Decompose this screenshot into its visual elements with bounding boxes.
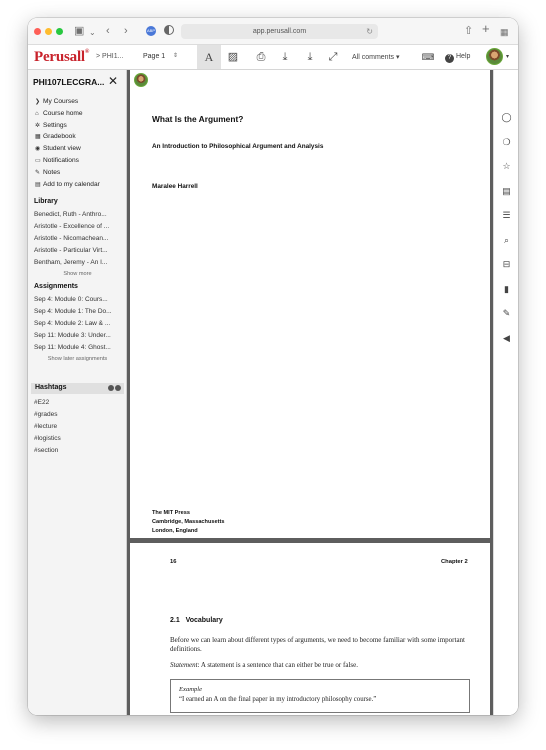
browser-titlebar [28,18,518,45]
browser-window [28,18,518,715]
nav-settings[interactable]: ✲ Settings [35,122,67,129]
download-icon[interactable]: ⤓ [282,51,288,63]
definition: Statement: A statement is a sentence that can either be true or false. [170,661,358,669]
nav-student-view[interactable]: ◉ Student view [35,145,81,152]
help-icon[interactable] [108,385,114,391]
document-page[interactable] [130,70,490,538]
close-icon[interactable]: ✕ [108,74,119,88]
publisher-line: Cambridge, Massachusetts [152,519,225,525]
assignment-item[interactable]: Sep 4: Module 0: Cours... [34,296,108,303]
library-show-more[interactable]: Show more [63,271,92,277]
search-icon[interactable]: ⌕ [503,235,510,245]
chevron-right-icon: ❯ [35,99,41,105]
print-icon[interactable]: ⎙ [256,51,266,63]
home-icon: ⌂ [35,111,39,117]
user-avatar[interactable] [486,48,503,65]
document-subtitle: An Introduction to Philosophical Argument and Analysis [152,143,324,150]
library-item[interactable]: Aristotle - Nicomachean... [34,235,109,242]
star-icon[interactable]: ☆ [502,161,511,171]
document-icon[interactable]: ▤ [502,186,511,196]
publisher-line: London, England [152,528,198,534]
library-item[interactable]: Bentham, Jeremy - An I... [34,259,108,266]
document-viewer[interactable] [127,70,493,715]
inbox-icon: ▭ [35,158,41,164]
nav-my-courses[interactable]: ❯ My Courses [35,98,79,105]
assignment-item[interactable]: Sep 4: Module 2: Law & ... [34,320,111,327]
inbox-icon[interactable]: ⊟ [502,259,511,269]
hashtags-header [31,383,124,394]
library-item[interactable]: Aristotle - Particular Virt... [34,247,108,254]
document-page[interactable] [130,543,490,715]
library-item[interactable]: Benedict, Ruth - Anthro... [34,211,107,218]
download-comments-icon[interactable]: ⤓ [307,51,313,63]
paragraph: Before we can learn about different types of arguments, we need to become familiar with some important definitions. [170,636,466,653]
section-heading: 2.1 Vocabulary [170,617,223,624]
page-number: 16 [170,559,177,565]
chevron-down-icon[interactable]: ▾ [506,54,510,60]
assignments-show-later[interactable]: Show later assignments [47,356,108,362]
example-text: “I earned an A on the final paper in my introductory philosophy course.” [179,696,377,703]
minimize-window-button[interactable] [45,28,52,35]
example-box [170,679,470,713]
right-toolbar [493,70,518,715]
presence-avatar[interactable] [134,73,148,87]
hashtag-item[interactable]: #logistics [34,435,61,442]
nav-notes[interactable]: ✎ Notes [35,169,61,176]
perusall-logo[interactable]: Perusall® [34,49,90,65]
list-icon[interactable]: ☰ [502,210,511,220]
chevron-down-icon[interactable]: ⌄ [89,28,96,37]
course-sidebar [28,70,127,715]
assignment-item[interactable]: Sep 11: Module 4: Ghost... [34,344,111,351]
hashtags-heading: Hashtags [35,384,67,391]
back-icon[interactable]: ‹ [106,25,110,37]
bookmark-icon[interactable]: ▮ [504,284,509,294]
page-selector[interactable]: Page 1 ⇕ [143,53,179,60]
hashtag-item[interactable]: #grades [34,411,58,418]
nav-notifications[interactable]: ▭ Notifications [35,157,79,164]
gear-icon: ✲ [35,123,41,129]
example-label: Example [179,686,203,693]
stepper-icon: ⇕ [173,53,179,59]
assignment-item[interactable]: Sep 4: Module 1: The Do... [34,308,112,315]
document-author: Maralee Harrell [152,183,198,190]
chapter-header: Chapter 2 [441,559,468,565]
document-title: What Is the Argument? [152,114,244,124]
eye-icon: ◉ [35,146,41,152]
all-comments-dropdown[interactable]: All comments ▾ [352,54,400,61]
reload-icon[interactable]: ↻ [366,27,373,36]
assignment-item[interactable]: Sep 11: Module 3: Under... [34,332,111,339]
sidebar-toggle-icon[interactable]: ▣ [74,25,85,37]
add-hashtag-icon[interactable] [115,385,121,391]
new-tab-icon[interactable]: + [482,21,490,36]
hashtag-item[interactable]: #section [34,447,59,454]
calendar-icon: ▤ [35,182,41,188]
comment-icon[interactable]: ◯ [501,112,512,122]
fullscreen-icon[interactable]: ⤢ [328,51,338,63]
gradebook-icon: ▦ [35,134,41,140]
address-bar[interactable] [181,24,378,39]
course-title[interactable]: PHI107LECGRA... [33,77,105,87]
help-icon: ? [445,54,454,63]
pencil-icon: ✎ [35,170,41,176]
megaphone-icon[interactable]: ◀ [503,333,510,343]
extension-icon[interactable]: ABP [146,26,156,36]
help-button[interactable]: ? Help [445,53,470,63]
url-text: app.perusall.com [252,28,307,35]
hashtag-item[interactable]: #lecture [34,423,58,430]
share-icon[interactable]: ⇧ [464,25,474,37]
app-toolbar [28,45,518,70]
nav-course-home[interactable]: ⌂ Course home [35,110,83,117]
forward-icon[interactable]: › [124,25,128,37]
tab-overview-icon[interactable]: ▦ [500,27,509,37]
library-item[interactable]: Aristotle - Excellence of ... [34,223,110,230]
breadcrumb[interactable]: > PHI1... [96,53,124,60]
nav-gradebook[interactable]: ▦ Gradebook [35,133,76,140]
pencil-icon[interactable]: ✎ [502,308,511,318]
hashtag-item[interactable]: #E22 [34,399,50,406]
privacy-shield-icon[interactable] [164,25,174,35]
zoom-window-button[interactable] [56,28,63,35]
image-view-icon[interactable]: ▨ [227,51,239,63]
keyboard-icon[interactable]: ⌨ [421,52,435,62]
text-view-button[interactable]: A [197,45,221,69]
conversations-icon[interactable]: ❍ [502,137,511,147]
assignments-heading: Assignments [34,283,78,290]
library-heading: Library [34,198,58,205]
nav-add-to-calendar[interactable]: ▤ Add to my calendar [35,181,100,188]
publisher-line: The MIT Press [152,510,190,516]
close-window-button[interactable] [34,28,41,35]
